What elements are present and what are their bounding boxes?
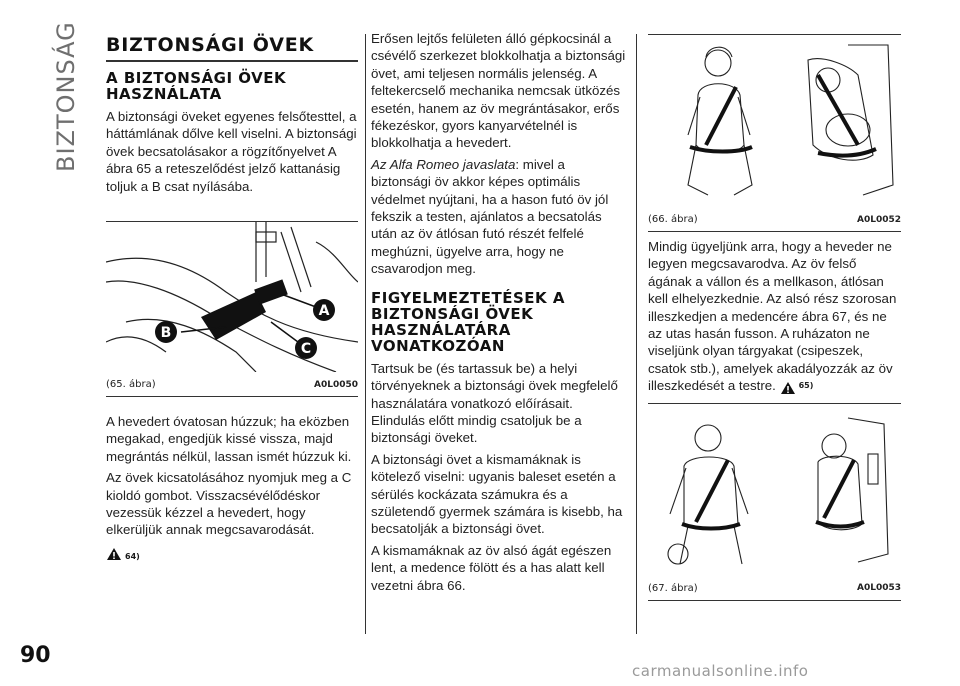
section-side-tab: BIZTONSÁG xyxy=(52,21,80,172)
figure-67 xyxy=(648,403,901,601)
column-1 xyxy=(106,26,358,561)
column-divider-1 xyxy=(365,34,366,634)
warning-reference xyxy=(106,547,140,561)
paragraph-text: Mindig ügyeljünk arra, hogy a heveder ne legyen megcsavarodva. Az öv felső ágának a vállon és a mellkason, átlósan kell elhelyezkednie. Az alsó rész szorosan illeszkedjen a medencére ábra 67, és ne az utas hasán fusson. A ruházaton ne viseljünk olyan tárgyakat (csipeszek, csatok stb.), amelyek akadályozzák az öv illeszkedését a testre. xyxy=(648,239,897,394)
column-divider-2 xyxy=(636,34,637,634)
watermark-text: carmanualsonline.info xyxy=(632,662,809,680)
tip-paragraph xyxy=(371,156,628,278)
paragraph: Az övek kicsatolásához nyomjuk meg a C kioldó gombot. Visszacsévélődéskor vezessük kézzel a hevedert, hogy elkerüljük annak megcsavarodását. xyxy=(106,470,352,538)
figure-number: (65. ábra) xyxy=(106,379,156,391)
paragraph: Erősen lejtős felületen álló gépkocsinál a csévélő szerkezet blokkolhatja a biztonsági övet, ami teljesen normális jelenség. A feltekercselő mechanika nemcsak ütközés esetén, hanem az öv megrántásakor, erős fékezéskor, gyors kanyarvételnél is blokkolhatja a hevedert. xyxy=(371,31,626,151)
warning-reference xyxy=(780,377,814,394)
warnings-heading: FIGYELMEZTETÉSEK A BIZTONSÁGI ÖVEK HASZNÁLATÁRA VONATKOZÓAN xyxy=(371,288,565,355)
tip-text: : mivel a biztonsági öv akkor képes optimális védelmet nyújtani, ha a hason futó öv jól fekszik a testen, ajánlatos a becsatolás után az öv átlósan futó részét felfelé meghúzni, ügyelve arra, hogy ne csavarodjon meg. xyxy=(371,156,609,277)
figure-number: (66. ábra) xyxy=(648,214,698,225)
callout-label-a: A xyxy=(318,303,330,320)
figure-code: A0L0052 xyxy=(856,214,901,225)
buckle-illustration xyxy=(106,222,358,372)
warning-number: 65) xyxy=(798,381,814,391)
paragraph: A biztonsági övet a kismamáknak is kötelező viselni: ugyanis baleset esetén a sérülés kockázata számukra és a születendő gyermek számára is kisebb, ha becsatolják a biztonsági övet. xyxy=(371,451,623,537)
paragraph: A biztonsági öveket egyenes felsőtesttel, a háttámlának dőlve kell viselni. A biztonsági övek becsatolásakor a rögzítőnyelvet A ábra 65 a reteszelődést jelző kattanásig toljuk a B csat nyílásába. xyxy=(106,109,357,194)
paragraph xyxy=(648,238,901,395)
warning-triangle-icon xyxy=(106,547,122,561)
figure-65 xyxy=(106,221,358,397)
paragraph: A hevedert óvatosan húzzuk; ha eközben megakad, engedjük kissé vissza, majd megrántás nélkül, lassan ismét húzzuk ki. xyxy=(106,414,352,464)
callout-label-b: B xyxy=(160,325,172,342)
paragraph: Tartsuk be (és tartassuk be) a helyi törvényeknek a biztonsági övek megfelelő használatára vonatkozó előírásait. Elindulás előtt mindig csatoljuk be a biztonsági öveket. xyxy=(371,360,618,446)
figure-caption xyxy=(648,583,901,594)
column-3 xyxy=(648,34,901,601)
section-title: BIZTONSÁGI ÖVEK xyxy=(106,34,358,62)
figure-code: A0L0053 xyxy=(856,583,901,594)
figure-66 xyxy=(648,34,901,232)
tip-label: Az Alfa Romeo javaslata xyxy=(371,156,516,172)
pregnant-passenger-illustration xyxy=(648,35,901,207)
correct-belt-position-illustration xyxy=(648,404,901,576)
subsection-title: A BIZTONSÁGI ÖVEK HASZNÁLATA xyxy=(106,69,287,103)
page-number: 90 xyxy=(20,643,51,668)
figure-caption xyxy=(106,379,358,390)
figure-number: (67. ábra) xyxy=(648,582,698,594)
column-2 xyxy=(371,30,628,598)
figure-caption xyxy=(648,214,901,225)
callout-label-c: C xyxy=(300,341,312,358)
warning-number: 64) xyxy=(125,551,140,561)
warning-triangle-icon xyxy=(780,381,796,395)
paragraph: A kismamáknak az öv alsó ágát egészen lent, a medence fölött és a has alatt kell vezetni ábra 66. xyxy=(371,542,612,593)
figure-code: A0L0050 xyxy=(313,379,358,390)
